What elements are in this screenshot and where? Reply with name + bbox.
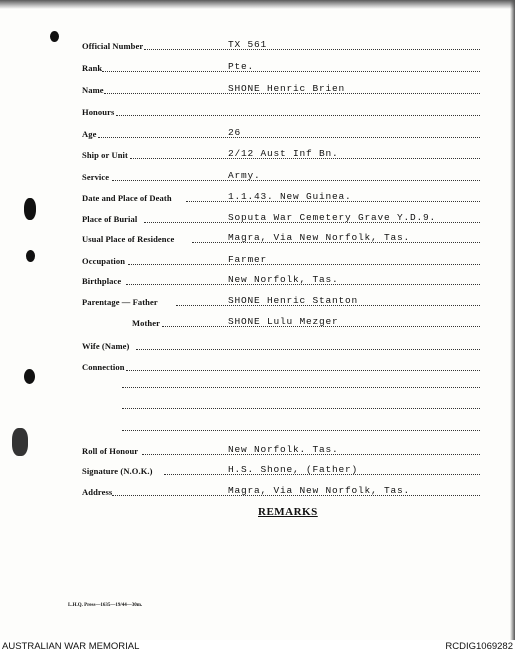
punch-hole-upper [24,198,36,220]
archive-footer [0,641,515,654]
field-line [112,180,480,181]
field-honours [82,104,480,118]
scan-top-edge [0,0,515,9]
field-value: Magra, Via New Norfolk, Tas. [228,485,411,496]
footer-record-id: RCDIG1069282 [445,641,513,652]
field-label: Address [82,487,113,497]
field-label: Place of Burial [82,214,138,224]
field-birthplace [82,273,480,287]
field-value: TX 561 [228,39,268,50]
connection-blank-line [122,408,480,409]
punch-hole-top [50,31,59,42]
printer-imprint: L.H.Q. Press—1635—19/44—30m. [68,603,143,608]
footer-institution: AUSTRALIAN WAR MEMORIAL [2,641,140,652]
field-label: Name [82,85,104,95]
field-value: New Norfolk, Tas. [228,274,339,285]
field-value: H.S. Shone, (Father) [228,464,359,475]
field-value: 2/12 Aust Inf Bn. [228,148,339,159]
punch-hole-lower [24,369,35,384]
field-value: Army. [228,170,261,181]
field-label: Roll of Honour [82,446,139,456]
field-connection [82,359,480,373]
field-line [126,370,480,371]
field-value: SHONE Lulu Mezger [228,316,339,327]
field-value: Magra, Via New Norfolk, Tas. [228,232,411,243]
connection-blank-line [122,387,480,388]
field-line [116,115,480,116]
field-line [144,49,480,50]
field-parentage-father [82,294,480,308]
field-occupation [82,253,480,267]
field-line [136,349,480,350]
field-name [82,82,480,96]
field-value: 1.1.43. New Guinea. [228,191,352,202]
field-line [102,71,480,72]
remarks-heading: REMARKS [258,506,318,518]
field-address [82,484,480,498]
field-official-number [82,38,480,52]
field-line [98,137,480,138]
field-label: Ship or Unit [82,150,128,160]
field-label: Connection [82,362,125,372]
field-service [82,169,480,183]
field-wife-name [82,338,480,352]
field-value: SHONE Henric Brien [228,83,346,94]
field-label: Parentage — Father [82,297,158,307]
field-label: Honours [82,107,115,117]
punch-hole-bottom [12,428,28,456]
field-line [128,264,480,265]
field-parentage-mother [82,315,480,329]
field-label: Birthplace [82,276,122,286]
field-value: SHONE Henric Stanton [228,295,359,306]
field-place-of-burial [82,211,480,225]
field-rank [82,60,480,74]
field-label: Mother [132,318,160,328]
scan-right-edge [510,0,515,640]
field-label: Date and Place of Death [82,193,172,203]
field-ship-or-unit [82,147,480,161]
connection-blank-line [122,430,480,431]
field-date-place-of-death [82,190,480,204]
field-value: 26 [228,127,242,138]
field-label: Official Number [82,41,144,51]
field-label: Usual Place of Residence [82,234,175,244]
field-value: Pte. [228,61,255,72]
field-signature-nok [82,463,480,477]
field-label: Occupation [82,256,126,266]
field-value: Soputa War Cemetery Grave Y.D.9. [228,212,437,223]
field-value: Farmer [228,254,268,265]
field-label: Age [82,129,97,139]
field-value: New Norfolk. Tas. [228,444,339,455]
punch-hole-middle [26,250,35,262]
field-roll-of-honour [82,443,480,457]
field-age [82,126,480,140]
field-label: Signature (N.O.K.) [82,466,153,476]
field-usual-place-of-residence [82,231,480,245]
field-label: Rank [82,63,103,73]
field-label: Service [82,172,110,182]
field-label: Wife (Name) [82,341,130,351]
